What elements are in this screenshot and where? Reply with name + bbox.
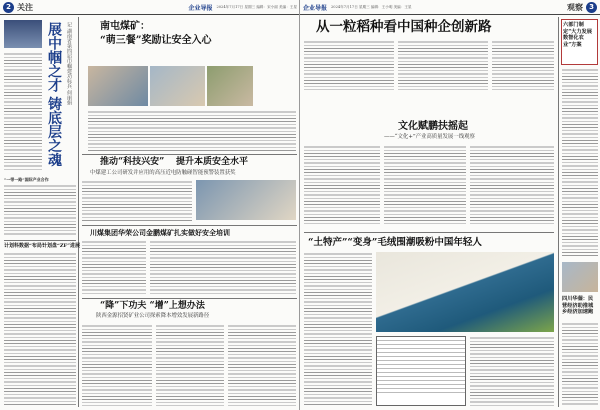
section-title: 关注 <box>17 2 33 12</box>
right-masthead <box>300 0 600 15</box>
headline-4: “降”下功夫 “增”上想办法 <box>100 301 205 311</box>
row-rule <box>82 225 297 226</box>
news-photo <box>196 180 296 220</box>
masthead-brand: 企业导报 <box>188 4 213 12</box>
data-table <box>376 336 466 406</box>
side-photo <box>562 262 598 292</box>
article-body-text <box>562 68 598 258</box>
feature-photo <box>376 252 554 332</box>
headline-1b: “萌三餐”奖励让安全入心 <box>100 35 212 46</box>
headline-low: “土特产”“变身”毛绒围潮吸粉中国年轻人 <box>308 237 482 248</box>
row-rule <box>4 240 76 241</box>
news-photo <box>150 66 205 106</box>
news-photo <box>88 66 148 106</box>
side-headline-bottom: 四川华蓥：民营经济助推城乡经济加速跑 <box>562 296 594 315</box>
article-body-text <box>88 110 296 152</box>
masthead-dateline: 2024年7月17日 星期三 编辑：王小明 美编：王星 <box>331 4 412 9</box>
subhead-2: 中煤建工公司研发并应用的高压近电防触碰智能预警装置获奖 <box>90 170 236 176</box>
article-body-text <box>470 145 554 225</box>
masthead-brand: 企业导报 <box>303 4 328 12</box>
headline-mid: 文化赋鹏扶摇起 <box>398 121 468 132</box>
vertical-subtitle: 记 湖南省第四届巾帼建功标兵 何丽娟 <box>66 22 72 106</box>
headline-3: 川煤集团华荣公司金鹏煤矿扎实做好安全培训 <box>90 228 230 237</box>
headline-1: 南屯煤矿： <box>100 21 150 32</box>
article-body-text <box>470 336 554 406</box>
column-rule <box>78 17 79 407</box>
brief-headline-2: 计划盘“ZF”进展 <box>42 243 80 249</box>
article-body-text <box>82 324 152 406</box>
article-body-text <box>562 322 598 406</box>
right-page <box>300 0 600 410</box>
masthead-dateline: 2024年7月17日 星期三 编辑：宋小丽 美编：王星 <box>216 4 297 9</box>
article-body-text <box>156 324 224 406</box>
article-body-text <box>82 180 192 222</box>
article-body-text <box>228 324 296 406</box>
article-body-text <box>492 40 554 90</box>
row-rule <box>304 232 554 233</box>
side-headline-top: 六部门制定“大力发展数智化农业”方案 <box>563 22 592 48</box>
section-title: 观察 <box>567 2 583 12</box>
article-body-text <box>304 252 372 406</box>
left-masthead <box>0 0 300 15</box>
page-number-badge: 2 <box>3 2 14 13</box>
article-body-text <box>4 252 76 406</box>
headline-main: 从一粒稻种看中国种企创新路 <box>316 19 492 35</box>
article-body-text <box>304 40 394 90</box>
article-body-text <box>82 240 146 295</box>
vertical-headline: 展中帼之才 铸底层之魂 <box>46 22 62 167</box>
left-column-heading: “一带一路”国际产业合作 <box>4 177 49 182</box>
brief-headline-1: 计划科数据“布局” <box>4 243 45 249</box>
column-rule <box>558 17 559 407</box>
subhead-4: 陕西金源招贤矿业公司探索降本增效发展新路径 <box>96 313 210 319</box>
news-photo <box>207 66 253 106</box>
row-rule <box>82 298 297 299</box>
headline-2b: 提升本质安全水平 <box>176 157 249 167</box>
article-body-text <box>398 40 488 90</box>
headline-2: 推动“科技兴安” <box>100 157 165 167</box>
article-body-text <box>4 184 76 236</box>
row-rule <box>82 154 297 155</box>
subhead-mid: ——“文化+”产业高质量发展一线观察 <box>384 134 475 140</box>
article-body-text <box>384 145 466 225</box>
portrait-photo <box>4 20 42 48</box>
article-body-text <box>4 52 42 172</box>
article-body-text <box>150 240 296 295</box>
page-number-badge: 3 <box>586 2 597 13</box>
article-body-text <box>304 145 380 225</box>
